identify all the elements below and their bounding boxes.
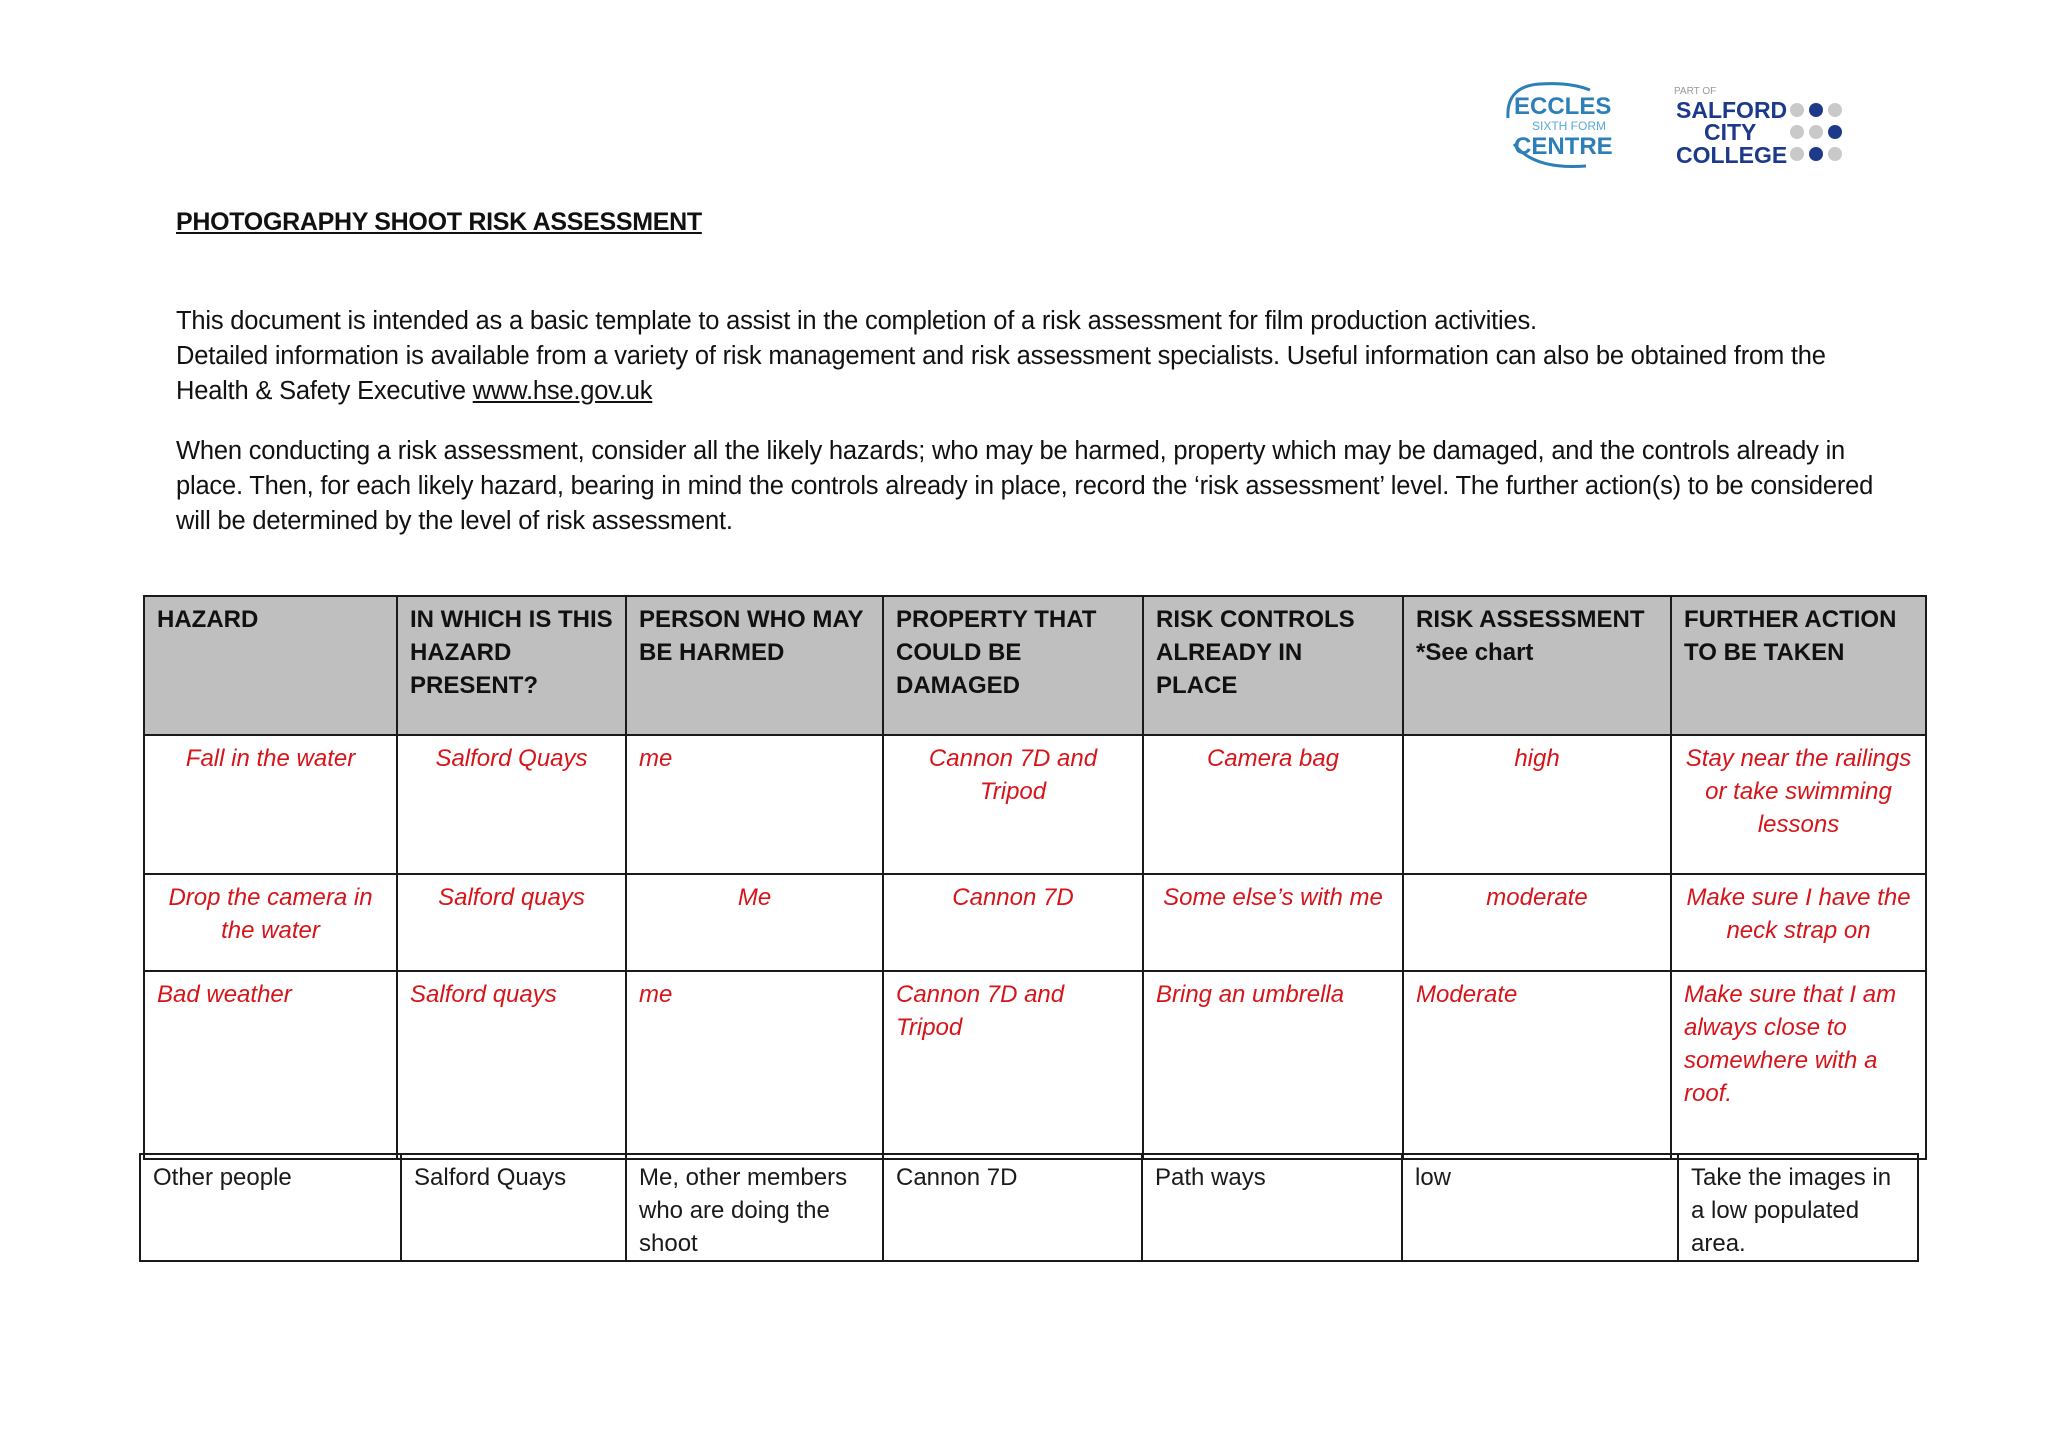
table-cell: Fall in the water <box>144 735 397 874</box>
intro-info: Detailed information is available from a variety of risk management and risk assessment specialists. Useful information can also be obtained from the Health & Safety Executive www.hse.gov.uk <box>176 342 1826 405</box>
table-cell: Salford quays <box>397 971 626 1159</box>
table-cell: Make sure that I am always close to somewhere with a roof. <box>1671 971 1926 1159</box>
table-cell: me <box>626 735 883 874</box>
eccles-logo <box>1508 84 1613 167</box>
table-row <box>140 1154 1918 1261</box>
instructions-paragraph: When conducting a risk assessment, consider all the likely hazards; who may be harmed, property which may be damaged, and the controls already in place. Then, for each likely hazard, bearing in mind the controls already in place, record the ‘risk assessment’ level. The further action(s) to be considered will be determined by the level of risk assessment. <box>176 437 1874 535</box>
table-row <box>144 971 1926 1159</box>
table-cell: Drop the camera in the water <box>144 874 397 971</box>
svg-text:PART OF: PART OF <box>1674 86 1717 97</box>
risk-assessment-table <box>143 595 1927 1160</box>
table-header-row <box>144 596 1926 735</box>
svg-text:COLLEGE: COLLEGE <box>1676 142 1788 168</box>
header-cell: RISK ASSESSMENT *See chart <box>1403 596 1671 735</box>
table-cell: me <box>626 971 883 1159</box>
salford-city-college-logo <box>1674 86 1842 168</box>
table-cell: Salford Quays <box>397 735 626 874</box>
table-cell: Cannon 7D and Tripod <box>883 971 1143 1159</box>
header-cell: RISK CONTROLS ALREADY IN PLACE <box>1143 596 1403 735</box>
header-cell: IN WHICH IS THIS HAZARD PRESENT? <box>397 596 626 735</box>
table-cell: Cannon 7D and Tripod <box>883 735 1143 874</box>
table-cell: Bad weather <box>144 971 397 1159</box>
table-cell: low <box>1402 1154 1678 1261</box>
header-cell: PERSON WHO MAY BE HARMED <box>626 596 883 735</box>
document-title: PHOTOGRAPHY SHOOT RISK ASSESSMENT <box>176 208 702 236</box>
svg-text:CITY: CITY <box>1704 119 1757 145</box>
header-cell: PROPERTY THAT COULD BE DAMAGED <box>883 596 1143 735</box>
table-cell: Path ways <box>1142 1154 1402 1261</box>
table-cell: Stay near the railings or take swimming lessons <box>1671 735 1926 874</box>
intro-paragraph <box>176 304 1876 409</box>
table-cell: Salford Quays <box>401 1154 626 1261</box>
college-logos <box>1500 78 1880 178</box>
table-cell: Bring an umbrella <box>1143 971 1403 1159</box>
table-row <box>144 735 1926 874</box>
additional-hazard-table <box>139 1153 1919 1262</box>
svg-text:SALFORD: SALFORD <box>1676 97 1788 123</box>
svg-text:CENTRE: CENTRE <box>1514 133 1613 160</box>
header-cell: HAZARD <box>144 596 397 735</box>
logos <box>1500 78 1880 178</box>
table-row <box>144 874 1926 971</box>
table-cell: Cannon 7D <box>883 874 1143 971</box>
intro-line: This document is intended as a basic template to assist in the completion of a risk assessment for film production activities. <box>176 307 1537 335</box>
svg-text:SIXTH FORM: SIXTH FORM <box>1532 119 1606 133</box>
table-cell: Cannon 7D <box>883 1154 1142 1261</box>
header-cell: FURTHER ACTION TO BE TAKEN <box>1671 596 1926 735</box>
table-cell: Make sure I have the neck strap on <box>1671 874 1926 971</box>
table-cell: Other people <box>140 1154 401 1261</box>
table-cell: Me, other members who are doing the shoot <box>626 1154 883 1261</box>
table-cell: moderate <box>1403 874 1671 971</box>
table-cell: Me <box>626 874 883 971</box>
svg-text:ECCLES: ECCLES <box>1514 93 1612 120</box>
table-cell: Salford quays <box>397 874 626 971</box>
table-cell: Camera bag <box>1143 735 1403 874</box>
table-cell: Take the images in a low populated area. <box>1678 1154 1918 1261</box>
table-cell: Moderate <box>1403 971 1671 1159</box>
hse-link[interactable]: www.hse.gov.uk <box>472 377 653 405</box>
table-cell: Some else’s with me <box>1143 874 1403 971</box>
table-cell: high <box>1403 735 1671 874</box>
